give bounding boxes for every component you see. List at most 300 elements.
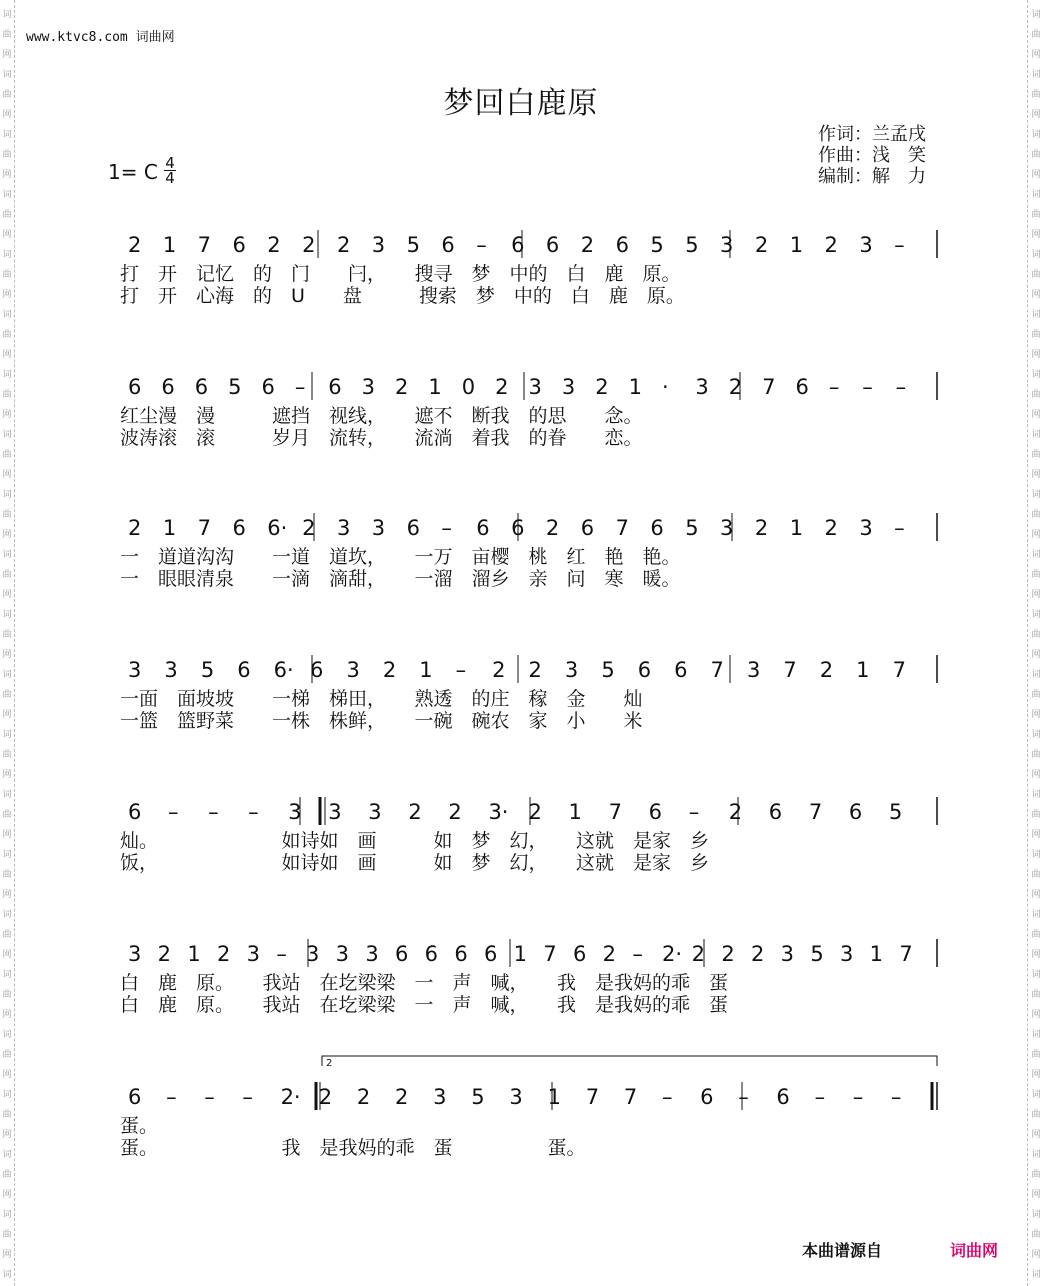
time-sig-bottom: 4 [165, 169, 175, 187]
score-note: 6 [406, 516, 420, 540]
watermark-glyph: 词 [2, 730, 12, 740]
watermark-glyph: 网 [2, 290, 12, 300]
watermark-glyph: 词 [1031, 190, 1041, 200]
watermark-glyph: 曲 [2, 1230, 12, 1240]
score-note: 6 [232, 233, 246, 257]
watermark-glyph: 曲 [1031, 690, 1041, 700]
song-title: 梦回白鹿原 [443, 86, 599, 121]
score-note: – [276, 942, 287, 966]
watermark-glyph: 词 [1031, 1090, 1041, 1100]
watermark-glyph: 词 [2, 1270, 12, 1280]
watermark-glyph: 曲 [2, 570, 12, 580]
lyric-line-1: 一 道道沟沟 一道 道坎， 一万 亩樱 桃 红 艳 艳。 [120, 546, 681, 568]
source-logo[interactable]: 词曲网 [950, 1241, 999, 1260]
score-note: 6 [650, 516, 664, 540]
source-label: 本曲谱源自 [802, 1241, 883, 1260]
score-note: 3 [509, 1085, 523, 1109]
score-note: 3 [720, 233, 734, 257]
watermark-glyph: 网 [1031, 1250, 1041, 1260]
score-note: 6 [424, 942, 439, 966]
score-note: 2 [157, 942, 172, 966]
score-note: 3 [859, 516, 873, 540]
watermark-glyph: 网 [1031, 890, 1041, 900]
score-note: 2 [751, 942, 765, 966]
watermark-glyph: 曲 [1031, 990, 1041, 1000]
score-note: 2 [721, 942, 735, 966]
score-note: 6 [511, 233, 525, 257]
score-note: 2 [528, 800, 542, 824]
watermark-glyph: 曲 [2, 390, 12, 400]
watermark-glyph: 网 [2, 950, 12, 960]
site-name-text: 词曲网 [135, 30, 175, 45]
score-note: 5 [471, 1085, 485, 1109]
lyric-line-2: 蛋。 我 是我妈的乖 蛋 蛋。 [120, 1137, 586, 1159]
score-note: 2 [602, 942, 617, 966]
lyric-line-1: 白 鹿 原。 我站 在圪梁梁 一 声 喊， 我 是我妈的乖 蛋 [120, 972, 729, 994]
watermark-glyph: 网 [1031, 530, 1041, 540]
score-note: 6 [648, 800, 663, 824]
score-note: 3 [859, 233, 873, 257]
score-note: 3 [371, 233, 386, 257]
watermark-glyph: 网 [2, 590, 12, 600]
score-note: 2 [395, 1085, 409, 1109]
watermark-glyph: 曲 [2, 690, 12, 700]
watermark-glyph: 网 [1031, 830, 1041, 840]
watermark-glyph: 曲 [2, 270, 12, 280]
watermark-glyph: 词 [1031, 370, 1041, 380]
score-note: 6 [700, 1085, 714, 1109]
score-note: 3 [346, 658, 360, 682]
score-note: 6 [674, 658, 688, 682]
score-note: – [204, 1085, 215, 1109]
watermark-glyph: 词 [1031, 1210, 1041, 1220]
watermark-glyph: 曲 [2, 90, 12, 100]
score-note: 5 [228, 375, 242, 399]
score-note: 2 [302, 233, 316, 257]
score-note: 5 [650, 233, 664, 257]
score-note: – [894, 516, 905, 540]
watermark-glyph: 词 [2, 850, 12, 860]
score-note: 3· [488, 800, 509, 824]
watermark-glyph: 曲 [1031, 330, 1041, 340]
lyric-line-2: 波涛滚 滚 岁月 流转， 流淌 着我 的眷 恋。 [120, 427, 643, 449]
score-note: – [688, 800, 700, 824]
watermark-glyph: 网 [2, 470, 12, 480]
watermark-glyph: 词 [1031, 790, 1041, 800]
score-note: 2 [580, 233, 595, 257]
score-note: – [895, 375, 907, 399]
score-note: 6 [441, 233, 455, 257]
watermark-glyph: 词 [2, 310, 12, 320]
watermark-glyph: 词 [2, 1090, 12, 1100]
score-note: 3 [695, 375, 709, 399]
watermark-glyph: 曲 [1031, 90, 1041, 100]
arranger-credit: 编制：解 力 [818, 166, 926, 187]
score-note: 3 [365, 942, 379, 966]
watermark-glyph: 词 [2, 490, 12, 500]
score-note: – [168, 800, 179, 824]
score-note: 7 [892, 658, 906, 682]
watermark-glyph: 词 [2, 610, 12, 620]
score-note: – [242, 1085, 253, 1109]
score-note: 5 [601, 658, 615, 682]
score-note: 6 [237, 658, 251, 682]
lyric-line-1: 灿。 如诗如 画 如 梦 幻， 这就 是家 乡 [120, 830, 710, 852]
score-note: 2 [408, 800, 422, 824]
watermark-glyph: 曲 [1031, 30, 1041, 40]
watermark-glyph: 网 [2, 50, 12, 60]
score-note: 7 [608, 800, 622, 824]
watermark-glyph: 网 [2, 350, 12, 360]
score-note: – [852, 1085, 864, 1109]
watermark-glyph: 词 [1031, 610, 1041, 620]
score-note: 6 [545, 233, 560, 257]
score-note: 1 [513, 942, 528, 966]
score-note: 1 [162, 233, 177, 257]
watermark-glyph: 网 [2, 110, 12, 120]
watermark-glyph: 曲 [1031, 210, 1041, 220]
score-note: 6 [776, 1085, 790, 1109]
score-note: 3 [433, 1085, 447, 1109]
watermark-glyph: 曲 [1031, 270, 1041, 280]
score-note: 2 [448, 800, 462, 824]
lyric-line-1: 蛋。 [120, 1115, 159, 1137]
score-note: 2 [824, 233, 838, 257]
score-note: 7 [543, 942, 557, 966]
watermark-glyph: 网 [2, 230, 12, 240]
watermark-glyph: 词 [2, 1150, 12, 1160]
score-note: 5 [406, 233, 420, 257]
score-note: 6 [511, 516, 525, 540]
watermark-glyph: 词 [1031, 970, 1041, 980]
score-note: 6 [637, 658, 652, 682]
watermark-glyph: 词 [1031, 730, 1041, 740]
watermark-glyph: 曲 [1031, 870, 1041, 880]
score-note: · [662, 375, 669, 399]
watermark-glyph: 曲 [1031, 1110, 1041, 1120]
score-note: 6 [476, 516, 490, 540]
watermark-glyph: 词 [2, 70, 12, 80]
watermark-glyph: 曲 [2, 1110, 12, 1120]
watermark-glyph: 曲 [1031, 390, 1041, 400]
watermark-glyph: 网 [1031, 590, 1041, 600]
score-note: 3 [164, 658, 178, 682]
watermark-glyph: 网 [1031, 770, 1041, 780]
watermark-glyph: 词 [2, 190, 12, 200]
volta-number: 2 [326, 1058, 333, 1069]
score-note: – [208, 800, 219, 824]
score-note: 2 [356, 1085, 371, 1109]
watermark-glyph: 曲 [2, 630, 12, 640]
score-note: 3 [368, 800, 382, 824]
watermark-glyph: 网 [1031, 230, 1041, 240]
score-note: 7 [197, 233, 212, 257]
score-note: 5 [685, 516, 699, 540]
score-note: 3 [306, 942, 320, 966]
score-note: 6 [484, 942, 498, 966]
score-note: 2 [595, 375, 609, 399]
score-note: 7 [808, 800, 823, 824]
watermark-glyph: 网 [1031, 350, 1041, 360]
watermark-glyph: 网 [2, 770, 12, 780]
score-note: – [814, 1085, 826, 1109]
watermark-glyph: 网 [1031, 1190, 1041, 1200]
score-note: 1 [568, 800, 582, 824]
score-note: – [862, 375, 873, 399]
watermark-glyph: 曲 [1031, 570, 1041, 580]
watermark-glyph: 曲 [2, 870, 12, 880]
watermark-glyph: 词 [1031, 550, 1041, 560]
watermark-glyph: 曲 [2, 330, 12, 340]
score-note: 6 [454, 942, 468, 966]
score-note: 2 [495, 375, 509, 399]
watermark-glyph: 词 [2, 130, 12, 140]
lyricist-credit: 作词：兰孟戌 [818, 124, 926, 145]
watermark-glyph: 曲 [1031, 810, 1041, 820]
score-note: 2· [662, 942, 683, 966]
score-note: 1 [869, 942, 884, 966]
score-note: 1 [187, 942, 201, 966]
watermark-glyph: 词 [1031, 1030, 1041, 1040]
watermark-glyph: 网 [1031, 950, 1041, 960]
score-note: 3 [361, 375, 375, 399]
lyric-line-2: 一 眼眼清泉 一滴 滴甜， 一溜 溜乡 亲 问 寒 暖。 [120, 568, 681, 590]
score-note: 3 [564, 658, 579, 682]
watermark-glyph: 词 [2, 430, 12, 440]
score-note: 2· [280, 1085, 301, 1109]
score-note: 2 [267, 233, 281, 257]
score-note: 6 [580, 516, 595, 540]
watermark-glyph: 曲 [2, 750, 12, 760]
watermark-glyph: 词 [1031, 10, 1041, 20]
watermark-glyph: 曲 [1031, 750, 1041, 760]
score-note: 1 [628, 375, 642, 399]
score-note: 2 [545, 516, 560, 540]
score-note: 7 [197, 516, 212, 540]
score-note: 2 [754, 233, 769, 257]
watermark-glyph: 曲 [1031, 1230, 1041, 1240]
site-url-text: www.ktvc8.com [26, 30, 128, 45]
score-note: 2 [318, 1085, 333, 1109]
score-note: 7 [899, 942, 913, 966]
score-note: 6 [261, 375, 275, 399]
score-note: 6 [795, 375, 809, 399]
score-note: 6· [267, 516, 288, 540]
volta-bracket [322, 1056, 937, 1066]
watermark-glyph: 曲 [1031, 150, 1041, 160]
score-note: 2 [128, 516, 142, 540]
lyric-line-2: 一篮 篮野菜 一株 株鲜， 一碗 碗农 家 小 米 [120, 710, 643, 732]
watermark-glyph: 词 [1031, 670, 1041, 680]
score-note: – [294, 375, 306, 399]
watermark-glyph: 网 [1031, 110, 1041, 120]
score-note: – [890, 1085, 902, 1109]
watermark-glyph: 网 [2, 710, 12, 720]
watermark-glyph: 网 [1031, 50, 1041, 60]
watermark-glyph: 网 [2, 410, 12, 420]
watermark-glyph: 词 [1031, 250, 1041, 260]
score-note: 6 [194, 375, 209, 399]
watermark-glyph: 网 [2, 890, 12, 900]
watermark-glyph: 网 [1031, 1070, 1041, 1080]
watermark-glyph: 网 [2, 1010, 12, 1020]
score-note: 6 [161, 375, 175, 399]
watermark-glyph: 网 [1031, 290, 1041, 300]
watermark-glyph: 网 [1031, 1130, 1041, 1140]
watermark-glyph: 曲 [2, 810, 12, 820]
lyric-line-2: 白 鹿 原。 我站 在圪梁梁 一 声 喊， 我 是我妈的乖 蛋 [120, 994, 729, 1016]
watermark-glyph: 词 [1031, 70, 1041, 80]
watermark-glyph: 网 [1031, 170, 1041, 180]
watermark-glyph: 词 [2, 550, 12, 560]
watermark-glyph: 网 [2, 1130, 12, 1140]
score-note: 2 [492, 658, 506, 682]
score-note: 1 [162, 516, 177, 540]
watermark-glyph: 网 [2, 170, 12, 180]
score-note: – [441, 516, 452, 540]
score-note: 3 [720, 516, 734, 540]
lyric-line-2: 饭， 如诗如 画 如 梦 幻， 这就 是家 乡 [120, 852, 710, 874]
score-note: 2 [754, 516, 769, 540]
score-note: 2 [217, 942, 231, 966]
watermark-glyph: 曲 [1031, 450, 1041, 460]
score-note: 3 [840, 942, 854, 966]
score-note: 5 [685, 233, 699, 257]
watermark-glyph: 词 [1031, 310, 1041, 320]
watermark-glyph: 词 [2, 250, 12, 260]
score-note: 6 [328, 375, 342, 399]
watermark-glyph: 词 [1031, 1150, 1041, 1160]
watermark-glyph: 曲 [2, 210, 12, 220]
watermark-glyph: 网 [2, 830, 12, 840]
watermark-glyph: 曲 [2, 450, 12, 460]
score-note: 3 [246, 942, 261, 966]
score-note: 2 [395, 375, 409, 399]
score-note: 1 [789, 233, 804, 257]
watermark-glyph: 曲 [1031, 930, 1041, 940]
score-note: 5 [200, 658, 215, 682]
score-note: 7 [762, 375, 776, 399]
watermark-glyph: 词 [2, 1210, 12, 1220]
watermark-glyph: 曲 [2, 990, 12, 1000]
score-note: – [476, 233, 487, 257]
score-note: 2 [336, 233, 351, 257]
score-note: 3 [335, 942, 350, 966]
score-note: – [894, 233, 905, 257]
score-note: 3 [746, 658, 761, 682]
score-note: – [828, 375, 840, 399]
score-note: 7 [615, 516, 629, 540]
score-note: – [455, 658, 467, 682]
watermark-glyph: 词 [1031, 490, 1041, 500]
score-note: 2 [528, 658, 542, 682]
watermark-glyph: 网 [2, 1070, 12, 1080]
score-note: 1 [428, 375, 442, 399]
score-note: 7 [783, 658, 797, 682]
score-note: 3 [336, 516, 351, 540]
score-note: 2 [302, 516, 316, 540]
watermark-glyph: 网 [1031, 1010, 1041, 1020]
watermark-glyph: 词 [2, 370, 12, 380]
score-note: 3 [288, 800, 302, 824]
watermark-glyph: 词 [1031, 850, 1041, 860]
lyric-line-1: 打 开 记忆 的 门 闩， 搜寻 梦 中的 白 鹿 原。 [120, 263, 681, 285]
watermark-glyph: 网 [1031, 650, 1041, 660]
score-note: – [632, 942, 643, 966]
watermark-glyph: 网 [2, 650, 12, 660]
score-note: 6 [128, 1085, 142, 1109]
score-note: – [166, 1085, 177, 1109]
watermark-glyph: 词 [1031, 910, 1041, 920]
watermark-glyph: 词 [1031, 1270, 1041, 1280]
time-sig-top: 4 [165, 154, 175, 172]
score-note: 5 [810, 942, 824, 966]
score-note: 2 [382, 658, 397, 682]
composer-credit: 作曲：浅 笑 [818, 145, 926, 166]
score-note: – [662, 1085, 673, 1109]
score-note: 1 [856, 658, 870, 682]
score-note: 2 [819, 658, 834, 682]
watermark-glyph: 词 [2, 910, 12, 920]
score-note: 2 [728, 375, 743, 399]
score-note: 3 [128, 658, 142, 682]
score-note: 7 [585, 1085, 600, 1109]
score-note: 7 [623, 1085, 638, 1109]
key-signature: 1= C [108, 160, 158, 184]
score-note: 5 [888, 800, 903, 824]
score-note: 1 [419, 658, 433, 682]
score-note: 6 [573, 942, 587, 966]
score-note: 6· [273, 658, 294, 682]
watermark-glyph: 网 [2, 1250, 12, 1260]
watermark-glyph: 曲 [2, 510, 12, 520]
lyric-line-1: 红尘漫 漫 遮挡 视线， 遮不 断我 的思 念。 [120, 405, 643, 427]
score-note: 0 [461, 375, 476, 399]
score-note: 2 [691, 942, 706, 966]
watermark-glyph: 词 [1031, 430, 1041, 440]
score-note: 6 [848, 800, 863, 824]
watermark-glyph: 词 [2, 670, 12, 680]
score-note: 2 [824, 516, 838, 540]
watermark-glyph: 曲 [1031, 1170, 1041, 1180]
score-note: 6 [128, 375, 142, 399]
watermark-glyph: 网 [2, 1190, 12, 1200]
score-note: 1 [547, 1085, 561, 1109]
watermark-glyph: 词 [2, 970, 12, 980]
score-note: – [248, 800, 259, 824]
score-note: 6 [232, 516, 246, 540]
watermark-glyph: 曲 [1031, 510, 1041, 520]
watermark-glyph: 曲 [2, 1050, 12, 1060]
score-note: 3 [528, 375, 542, 399]
watermark-glyph: 曲 [2, 30, 12, 40]
score-note: 6 [615, 233, 629, 257]
lyric-line-1: 一面 面坡坡 一梯 梯田， 熟透 的庄 稼 金 灿 [120, 688, 643, 710]
score-note: 2 [128, 233, 142, 257]
watermark-glyph: 网 [2, 530, 12, 540]
score-note: 6 [395, 942, 409, 966]
score-note: 6 [128, 800, 142, 824]
score-note: 6 [768, 800, 783, 824]
watermark-glyph: 曲 [1031, 1050, 1041, 1060]
watermark-glyph: 词 [2, 1030, 12, 1040]
score-note: 2 [728, 800, 743, 824]
score-note: 3 [328, 800, 342, 824]
score-note: – [738, 1085, 749, 1109]
watermark-glyph: 曲 [1031, 630, 1041, 640]
score-note: 6 [310, 658, 324, 682]
watermark-glyph: 词 [2, 10, 12, 20]
